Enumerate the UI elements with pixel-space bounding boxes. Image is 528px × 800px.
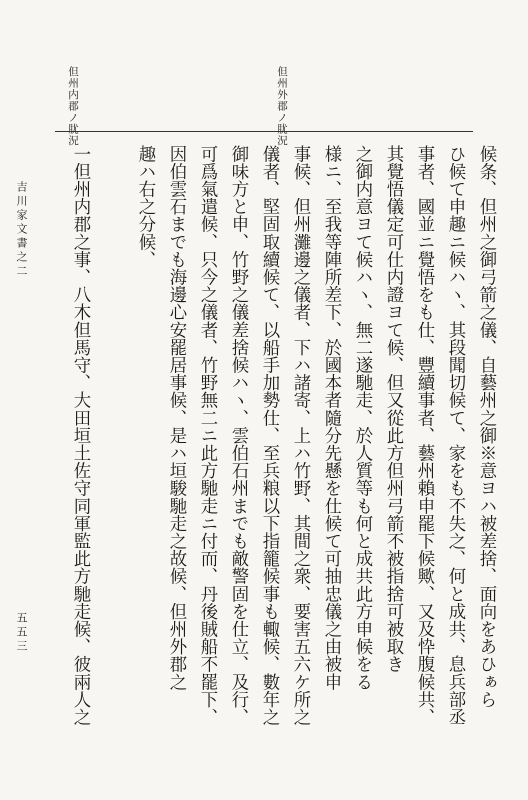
text-column-8: 儀者、堅固取續候て、以船手加勢仕、至兵粮以下指籠候事も輙候、數年之: [259, 145, 279, 726]
text-column-3: 事者、國並ニ覺悟をも仕、豐續事者、藝州賴申罷下候歟、又及忰腹候共、: [414, 145, 434, 726]
text-column-11: 因伯雲石までも海邊心安罷居事候、是ハ垣駿馳走之故候、但州外郡之: [166, 145, 186, 691]
page-number: 五五三: [15, 612, 28, 654]
text-column-7: 事候、但州灘邊之儀者、下ハ諸寄、上ハ竹野、其間之衆、要害五六ケ所之: [290, 145, 310, 726]
margin-note-inner-district: 但州内郡ノ肬況: [67, 66, 79, 147]
text-column-6: 様ニ、至我等陣所差下、於國本者隨分先懸を仕候て可抽忠儀之由被申: [321, 145, 341, 691]
text-column-5: 之御内意ヨて候ハヽ、無二遂馳走、於人質等も何と成共此方申候をる: [352, 145, 372, 691]
text-column-9: 御味方と申、竹野之儀差捨候ハヽ、雲伯石州までも敵警固を仕立、及行、: [228, 145, 248, 726]
running-head: 吉川家文書之二: [15, 181, 28, 279]
text-column-10: 可爲氣遣候、只今之儀者、竹野無二ニ此方馳走ニ付而、丹後賊船不罷下、: [197, 145, 217, 726]
margin-note-outer-district: 但州外郡ノ肬況: [276, 66, 288, 147]
text-column-4: 其覺悟儀定可仕内證ヨて候、但又從此方但州弓箭不被指捨可被取き: [383, 145, 403, 673]
text-column-2: ひ候て申趣ニ候ハヽ、其段聞切候て、家をも不失之、何と成共、息兵部丞: [445, 145, 465, 726]
text-column-13: 一但州内郡之事、八木但馬守、大田垣土佐守同軍監此方馳走候、彼兩人之: [70, 145, 90, 726]
header-rule: [55, 131, 473, 132]
text-column-12: 趣ハ右之分候、: [135, 145, 155, 269]
text-column-1: 候条、但州之御弓箭之儀、自藝州之御※意ヨハ被差捨、面向をあひぁら: [476, 145, 496, 709]
